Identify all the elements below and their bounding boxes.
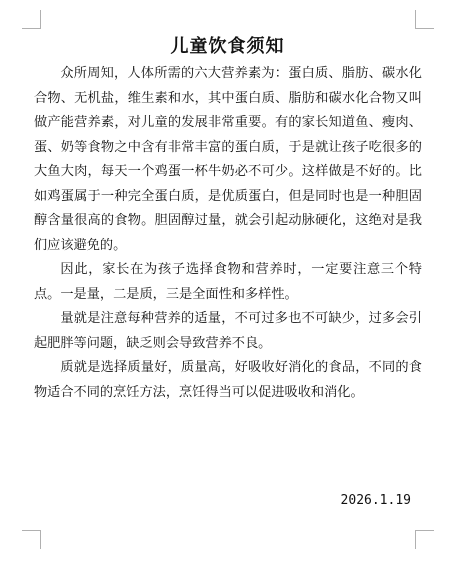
crop-mark-top-right (415, 10, 434, 29)
paragraph-3: 量就是注意每种营养的适量，不可过多也不可缺少，过多会引起肥胖等问题，缺乏则会导致营养不良。 (34, 311, 422, 351)
crop-mark-top-left (22, 10, 41, 29)
paragraph-1: 众所周知，人体所需的六大营养素为：蛋白质、脂肪、碳水化合物、无机盐，维生素和水，其中蛋白质、脂肪和碳水化合物又叫做产能营养素，对儿童的发展非常重要。有的家长知道鱼、瘦肉、蛋、奶等食物之中含有非常丰富的蛋白质，于是就让孩子吃很多的大鱼大肉，每天一个鸡蛋一杯牛奶必不可少。这样做是不好的。比如鸡蛋属于一种完全蛋白质，是优质蛋白，但是同时也是一种胆固醇含量很高的食物。胆固醇过量，就会引起动脉硬化，这绝对是我们应该避免的。 (34, 66, 422, 253)
document-body (34, 62, 422, 405)
document-title: 儿童饮食须知 (170, 36, 285, 57)
crop-mark-bottom-right (415, 530, 434, 549)
paragraph-4: 质就是选择质量好，质量高，好吸收好消化的食品，不同的食物适合不同的烹饪方法，烹饪得当可以促进吸收和消化。 (34, 360, 422, 400)
crop-mark-bottom-left (22, 530, 41, 549)
paragraph-2: 因此，家长在为孩子选择食物和营养时，一定要注意三个特点。一是量，二是质，三是全面性和多样性。 (34, 262, 422, 302)
document-date: 2026.1.19 (340, 493, 411, 508)
